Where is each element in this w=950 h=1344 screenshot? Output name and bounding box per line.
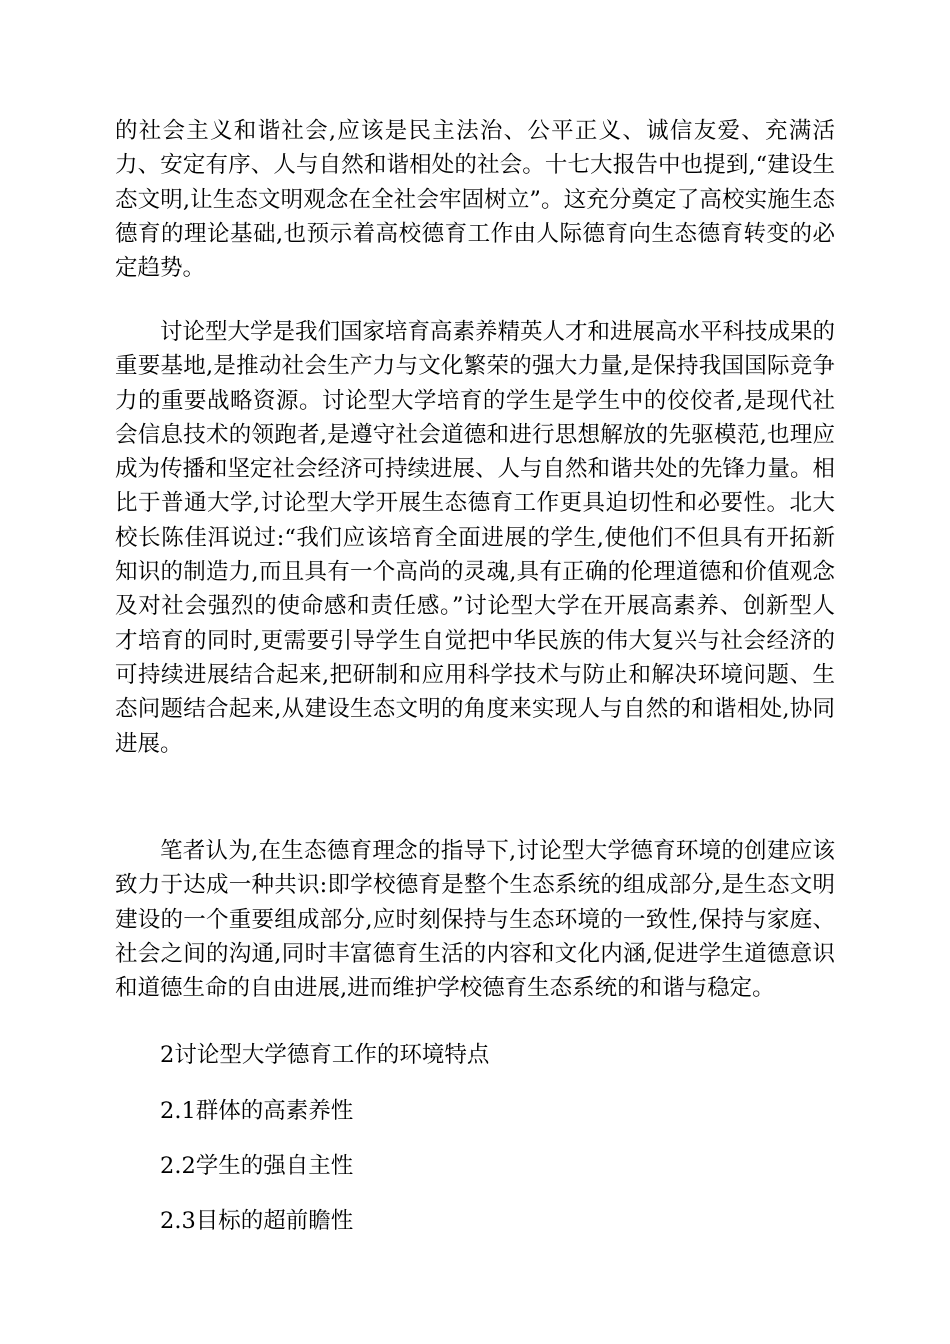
subsection-heading-2-2: 2.2学生的强自主性 [160,1153,354,1179]
subsection-heading-2-1: 2.1群体的高素养性 [160,1098,354,1124]
body-paragraph-research-university: 讨论型大学是我们国家培育高素养精英人才和进展高水平科技成果的重要基地,是推动社会生产力与文化繁荣的强大力量,是保持我国国际竞争力的重要战略资源。讨论型大学培育的学生是学生中的佼佼者,是现代社会信息技术的领跑者,是遵守社会道德和进行思想解放的先驱模范,也理应成为传播和坚定社会经济可持续进展、人与自然和谐共处的先锋力量。相比于普通大学,讨论型大学开展生态德育工作更具迫切性和必要性。北大校长陈佳洱说过:“我们应该培育全面进展的学生,使他们不但具有开拓新知识的制造力,而且具有一个高尚的灵魂,具有正确的伦理道德和价值观念及对社会强烈的使命感和责任感。”讨论型大学在开展高素养、创新型人才培育的同时,更需要引导学生自觉把中华民族的伟大复兴与社会经济的可持续进展结合起来,把研制和应用科学技术与防止和解决环境问题、生态问题结合起来,从建设生态文明的角度来实现人与自然的和谐相处,协同进展。 [115,319,836,757]
section-heading-2: 2讨论型大学德育工作的环境特点 [160,1042,490,1068]
subsection-heading-2-3: 2.3目标的超前瞻性 [160,1208,354,1234]
body-paragraph-continued: 的社会主义和谐社会,应该是民主法治、公平正义、诚信友爱、充满活力、安定有序、人与自然和谐相处的社会。十七大报告中也提到,“建设生态文明,让生态文明观念在全社会牢固树立”。这充分奠定了高校实施生态德育的理论基础,也预示着高校德育工作由人际德育向生态德育转变的必定趋势。 [115,118,835,282]
body-paragraph-author-opinion: 笔者认为,在生态德育理念的指导下,讨论型大学德育环境的创建应该致力于达成一种共识:即学校德育是整个生态系统的组成部分,是生态文明建设的一个重要组成部分,应时刻保持与生态环境的一致性,保持与家庭、社会之间的沟通,同时丰富德育生活的内容和文化内涵,促进学生道德意识和道德生命的自由进展,进而维护学校德育生态系统的和谐与稳定。 [115,838,835,1002]
